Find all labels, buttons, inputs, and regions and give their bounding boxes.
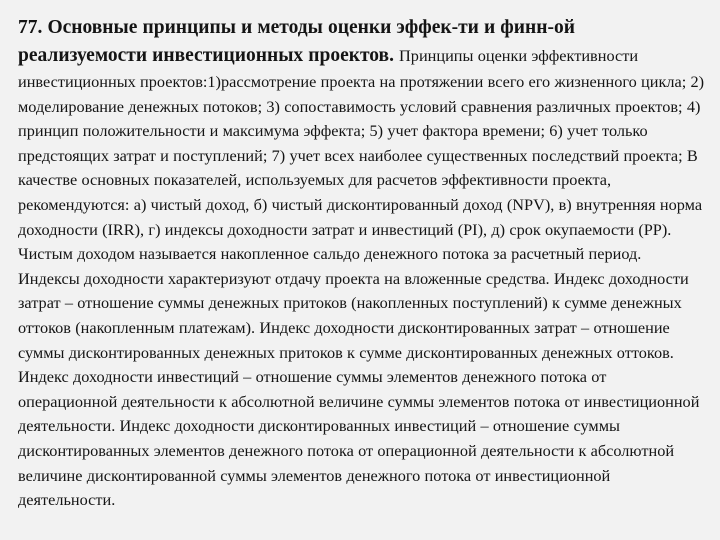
slide-text xyxy=(18,14,706,513)
slide-title: 77. Основные принципы и методы оценки эффек-ти и финн-ой реализуемости инвестиционных проектов. xyxy=(18,17,575,66)
slide-body: Принципы оценки эффективности инвестиционных проектов:1)рассмотрение проекта на протяжении всего его жизненного цикла; 2) моделирование денежных потоков; 3) сопоставимость условий сравнения различных проектов; 4) принцип положительности и максимума эффекта; 5) учет фактора времени; 6) учет только предстоящих затрат и поступлений; 7) учет всех наиболее существенных последствий проекта; В качестве основных показателей, используемых для расчетов эффективности проекта, рекомендуются: а) чистый доход, б) чистый дисконтированный доход (NPV), в) внутренняя норма доходности (IRR), г) индексы доходности затрат и инвестиций (PI), д) срок окупаемости (PP). Чистым доходом называется накопленное сальдо денежного потока за расчетный период. Индексы доходности характеризуют отдачу проекта на вложенные средства. Индекс доходности затрат – отношение суммы денежных притоков (накопленных поступлений) к сумме денежных оттоков (накопленным платежам). Индекс доходности дисконтированных затрат – отношение суммы дисконтированных денежных притоков к сумме дисконтированных денежных оттоков. Индекс доходности инвестиций – отношение суммы элементов денежного потока от операционной деятельности к абсолютной величине суммы элементов потока от инвестиционной деятельности. Индекс доходности дисконтированных инвестиций – отношение суммы дисконтированных элементов денежного потока от операционной деятельности к абсолютной величине дисконтированной суммы элементов денежного потока от инвестиционной деятельности. xyxy=(18,46,705,510)
